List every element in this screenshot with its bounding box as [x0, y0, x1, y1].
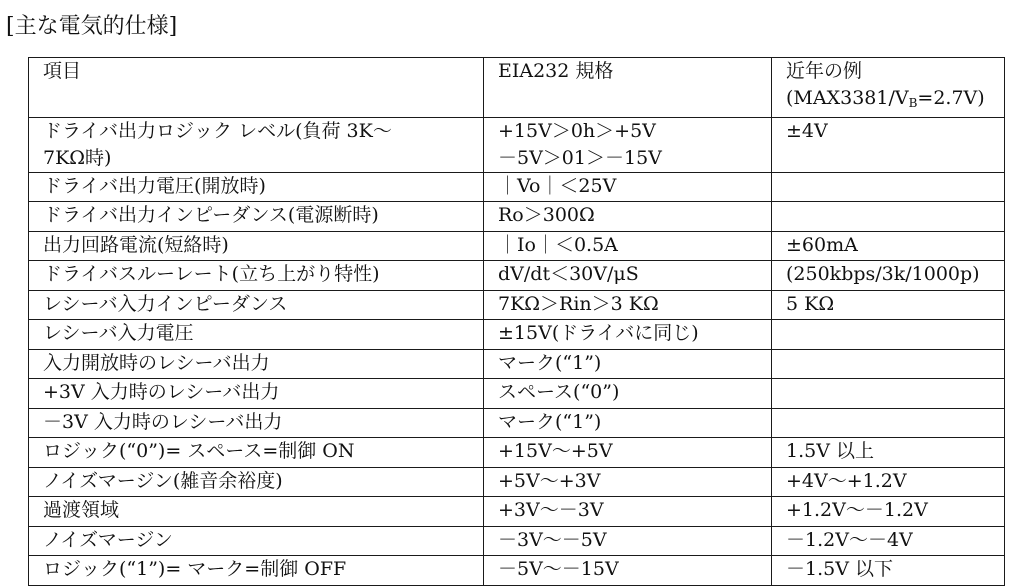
cell-example-text: +4V〜+1.2V	[786, 470, 907, 492]
table-row	[29, 350, 1005, 379]
cell-example-text: ±4V	[786, 120, 828, 142]
cell-eia232	[484, 350, 772, 379]
cell-eia232-text: ｜Io｜＜0.5A	[498, 234, 618, 256]
cell-example	[772, 438, 1005, 468]
cell-eia232-text: dV/dt＜30V/μS	[498, 263, 639, 285]
cell-eia232	[484, 232, 772, 261]
cell-eia232	[484, 497, 772, 527]
cell-item-text: ロジック(“1”)= マーク=制御 OFF	[43, 558, 347, 580]
table-row	[29, 527, 1005, 556]
cell-item-text: +3V 入力時のレシーバ出力	[43, 381, 280, 403]
cell-eia232-text: －3V〜－5V	[498, 529, 607, 551]
cell-item	[29, 409, 484, 438]
cell-eia232	[484, 527, 772, 556]
cell-eia232-text: スペース(“0”)	[498, 381, 620, 403]
cell-item-text: 過渡領域	[43, 499, 120, 521]
cell-item-text: レシーバ入力インピーダンス	[43, 293, 288, 315]
table-header-row	[29, 58, 1005, 118]
table-row	[29, 173, 1005, 202]
header-example	[772, 58, 1005, 118]
cell-example	[772, 468, 1005, 497]
cell-item	[29, 438, 484, 468]
cell-eia232	[484, 438, 772, 468]
cell-eia232	[484, 409, 772, 438]
cell-example	[772, 320, 1005, 350]
table-row	[29, 118, 1005, 173]
cell-example	[772, 232, 1005, 261]
header-example-title: 近年の例	[786, 60, 863, 82]
cell-eia232	[484, 556, 772, 586]
cell-example-text: －1.5V 以下	[786, 558, 893, 580]
cell-item	[29, 379, 484, 409]
cell-eia232-text: マーク(“1”)	[498, 352, 602, 374]
cell-item-text: 出力回路電流(短絡時)	[43, 234, 229, 256]
cell-eia232-text: ±15V(ドライバに同じ)	[498, 322, 699, 344]
cell-item-text: ノイズマージン	[43, 529, 173, 551]
cell-item-text: ノイズマージン(雑音余裕度)	[43, 470, 283, 492]
table-row	[29, 202, 1005, 232]
cell-example-text: ±60mA	[786, 234, 858, 256]
cell-item-text: ドライバスルーレート(立ち上がり特性)	[43, 263, 380, 285]
cell-example-text: 5 KΩ	[786, 293, 835, 315]
table-row	[29, 291, 1005, 320]
table-row	[29, 320, 1005, 350]
cell-example	[772, 202, 1005, 232]
cell-item	[29, 350, 484, 379]
table-row	[29, 556, 1005, 586]
cell-example	[772, 409, 1005, 438]
cell-example-text: +1.2V〜－1.2V	[786, 499, 928, 521]
cell-eia232-text: 7KΩ＞Rin＞3 KΩ	[498, 293, 659, 315]
cell-eia232-text: +3V〜－3V	[498, 499, 604, 521]
cell-example	[772, 497, 1005, 527]
header-example-post: =2.7V)	[917, 87, 985, 109]
cell-eia232-text: +15V〜+5V	[498, 440, 613, 462]
table-row	[29, 409, 1005, 438]
cell-eia232-text: マーク(“1”)	[498, 411, 602, 433]
cell-eia232	[484, 468, 772, 497]
table-row	[29, 438, 1005, 468]
cell-item-text: 入力開放時のレシーバ出力	[43, 352, 270, 374]
table-row	[29, 379, 1005, 409]
cell-item-text: ドライバ出力電圧(開放時)	[43, 175, 266, 197]
cell-example	[772, 350, 1005, 379]
cell-example	[772, 379, 1005, 409]
cell-eia232-text: －5V〜－15V	[498, 558, 619, 580]
cell-item	[29, 497, 484, 527]
cell-item-text: －3V 入力時のレシーバ出力	[43, 411, 283, 433]
cell-item	[29, 556, 484, 586]
header-eia232: EIA232 規格	[484, 58, 772, 118]
cell-eia232	[484, 291, 772, 320]
cell-example	[772, 118, 1005, 173]
cell-item-text: ロジック(“0”)= スペース=制御 ON	[43, 440, 355, 462]
table-row	[29, 497, 1005, 527]
cell-eia232	[484, 320, 772, 350]
cell-item-text: 7KΩ時)	[43, 147, 112, 169]
header-example-sub: B	[908, 96, 918, 110]
cell-eia232	[484, 173, 772, 202]
cell-eia232-text: ｜Vo｜＜25V	[498, 175, 617, 197]
cell-example	[772, 173, 1005, 202]
cell-item	[29, 261, 484, 291]
cell-eia232	[484, 379, 772, 409]
cell-item	[29, 527, 484, 556]
cell-item-text: ドライバ出力ロジック レベル(負荷 3K〜	[43, 120, 392, 142]
header-example-pre: (MAX3381/V	[786, 87, 909, 109]
cell-item	[29, 468, 484, 497]
table-row	[29, 232, 1005, 261]
cell-example	[772, 261, 1005, 291]
page-title: [主な電気的仕様]	[6, 14, 178, 39]
cell-eia232-text: +5V〜+3V	[498, 470, 601, 492]
cell-example	[772, 527, 1005, 556]
cell-eia232	[484, 118, 772, 173]
cell-eia232	[484, 202, 772, 232]
cell-item	[29, 118, 484, 173]
cell-item	[29, 320, 484, 350]
cell-example	[772, 291, 1005, 320]
cell-eia232-text: Ro＞300Ω	[498, 204, 595, 226]
cell-eia232	[484, 261, 772, 291]
table-row	[29, 468, 1005, 497]
cell-example-text: 1.5V 以上	[786, 440, 874, 462]
cell-example-text: (250kbps/3k/1000p)	[786, 263, 980, 285]
cell-item-text: レシーバ入力電圧	[43, 322, 194, 344]
cell-eia232-text: －5V＞01＞－15V	[498, 147, 662, 169]
cell-eia232-text: +15V＞0h＞+5V	[498, 120, 656, 142]
electrical-spec-table	[28, 57, 1005, 586]
cell-item	[29, 232, 484, 261]
cell-item	[29, 291, 484, 320]
cell-item-text: ドライバ出力インピーダンス(電源断時)	[43, 204, 379, 226]
cell-example	[772, 556, 1005, 586]
cell-item	[29, 173, 484, 202]
header-item: 項目	[29, 58, 484, 118]
cell-item	[29, 202, 484, 232]
table-row	[29, 261, 1005, 291]
header-example-condition	[786, 85, 1004, 117]
cell-example-text: －1.2V〜－4V	[786, 529, 913, 551]
